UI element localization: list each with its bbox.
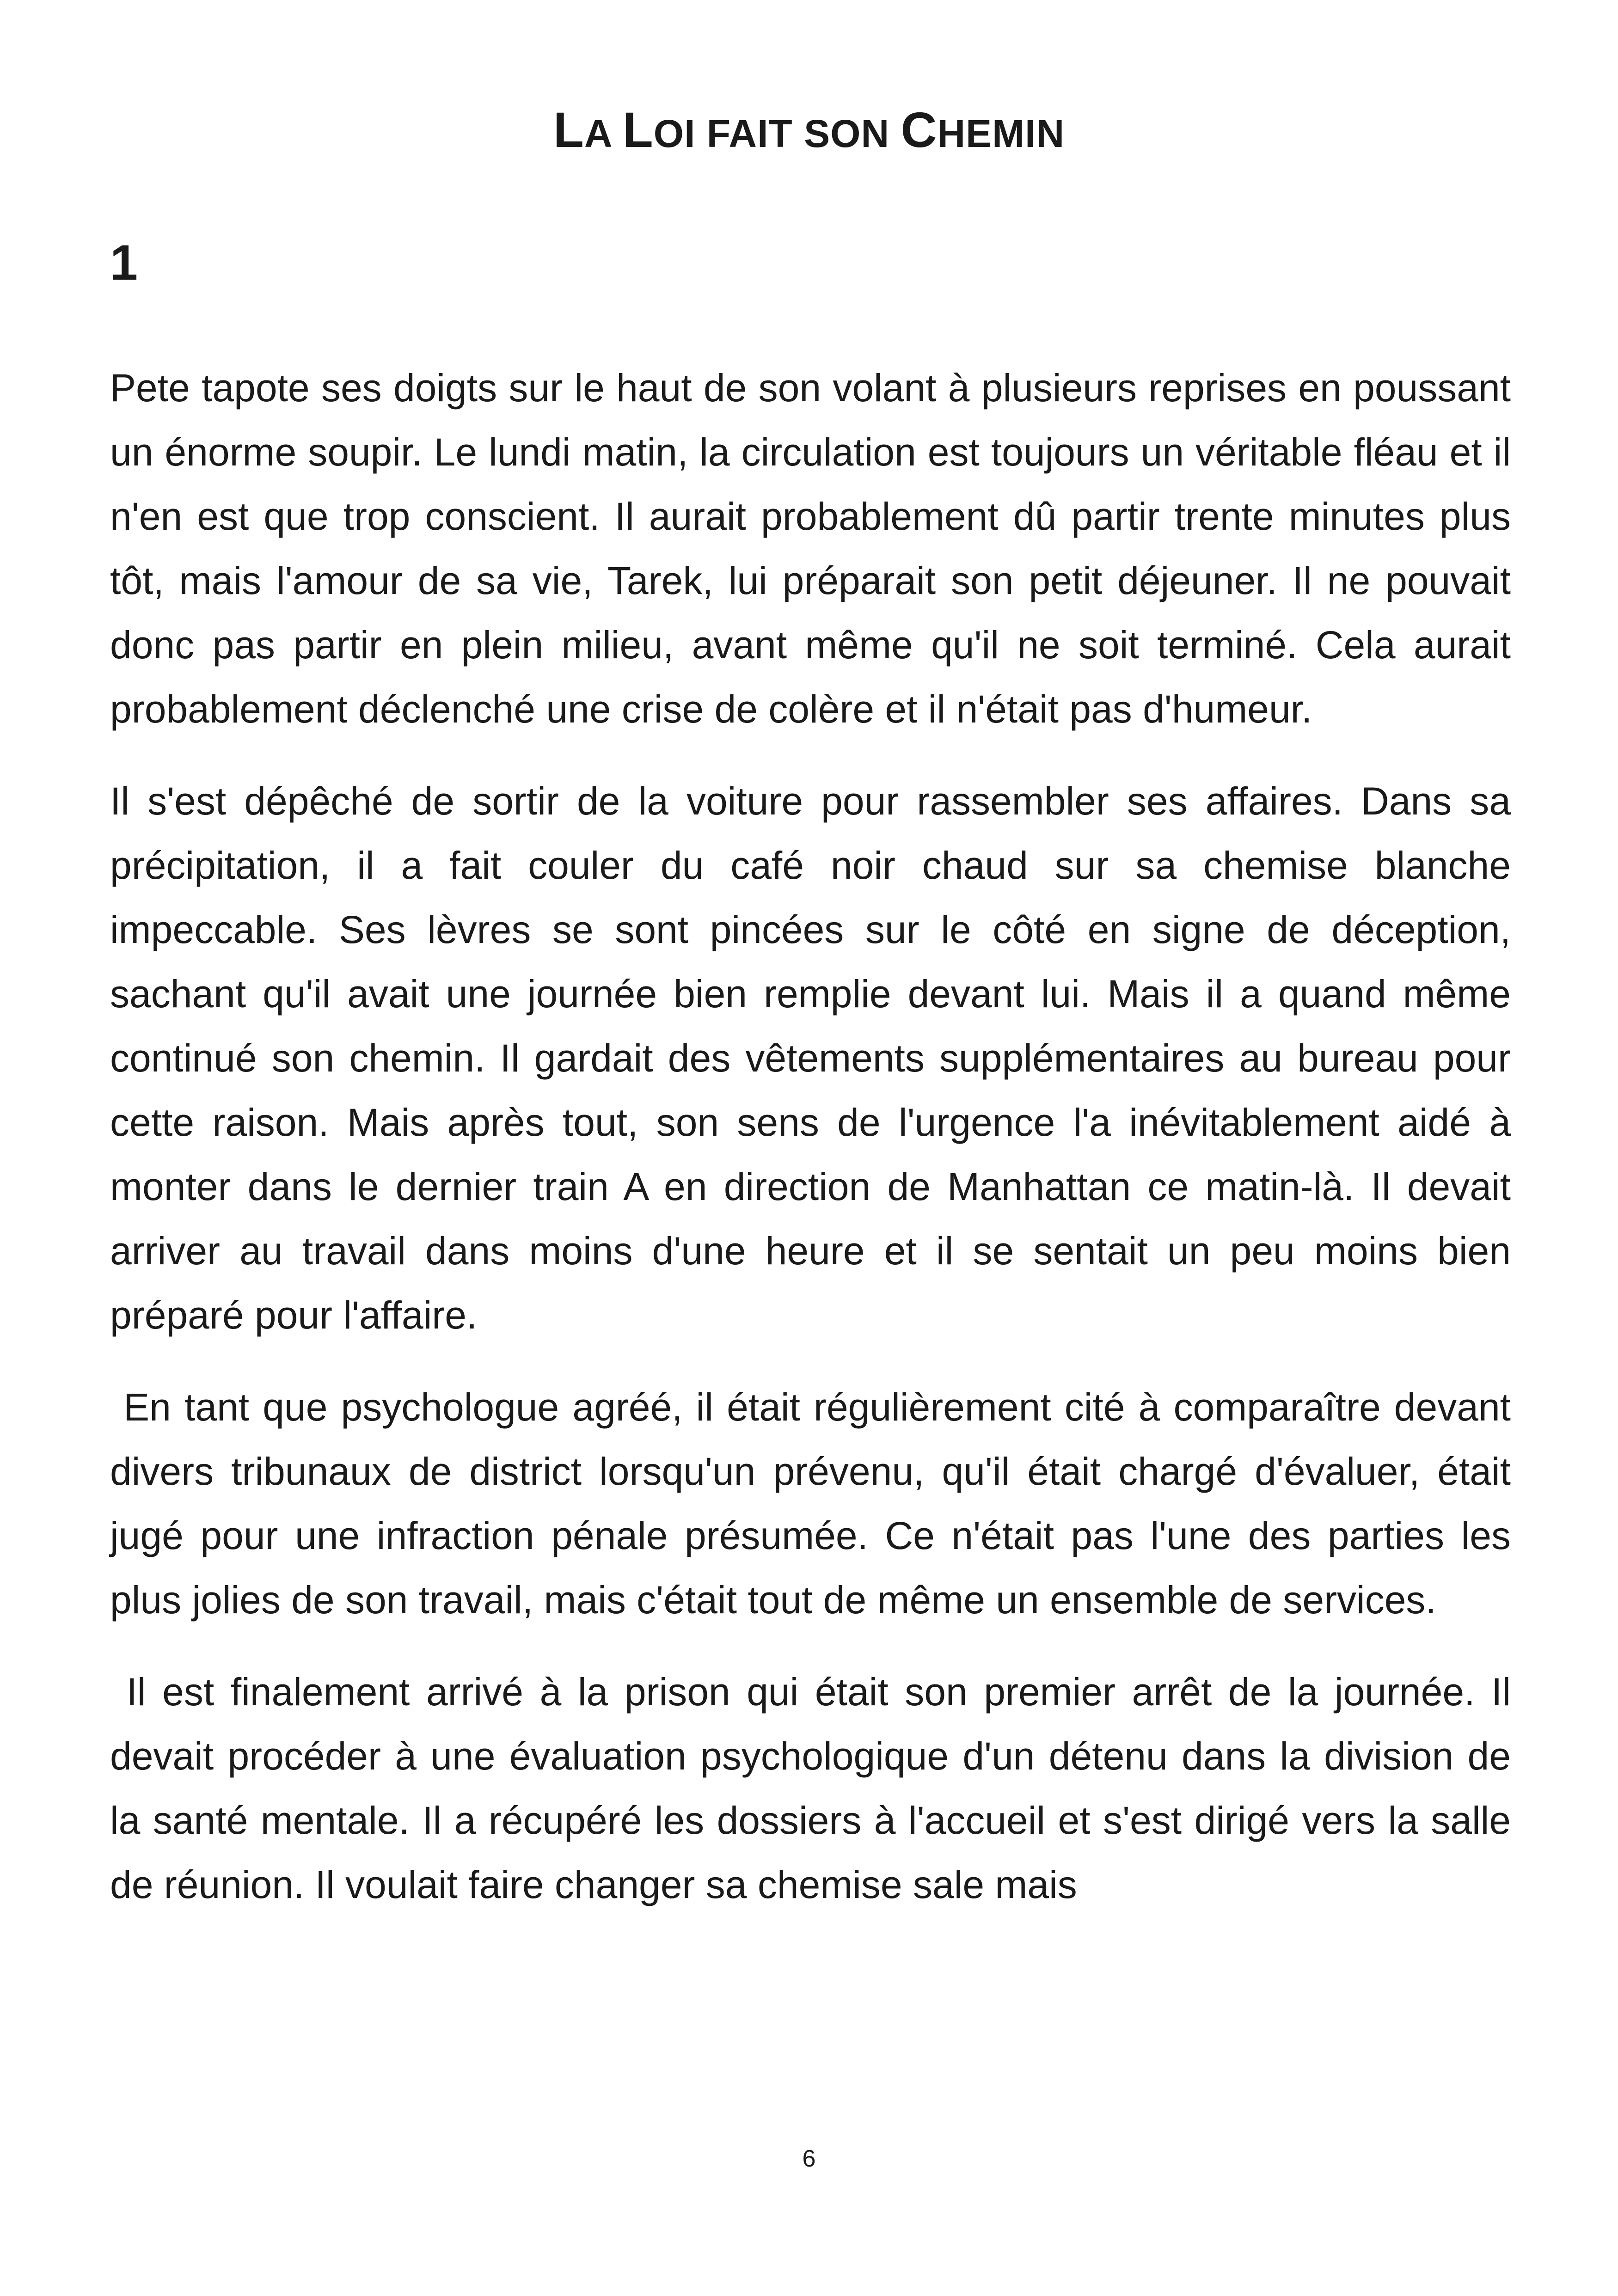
page-number: 6	[802, 2145, 816, 2172]
title-smallcaps-2: OI FAIT SON	[653, 112, 901, 155]
title-initial-2: L	[622, 102, 654, 158]
title-smallcaps-1: A	[584, 112, 623, 155]
paragraph: Il est finalement arrivé à la prison qui était son premier arrêt de la journée. Il devait procéder à une évaluation psychologique d'un détenu dans la division de la santé mentale. Il a récupéré les dossiers à l'accueil et s'est dirigé vers la salle de réunion. Il voulait faire changer sa chemise sale mais	[110, 1670, 1522, 1906]
body-text	[110, 356, 1522, 1945]
paragraph: En tant que psychologue agréé, il était régulièrement cité à comparaître devant divers tribunaux de district lorsqu'un prévenu, qu'il était chargé d'évaluer, était jugé pour une infraction pénale présumée. Ce n'était pas l'une des parties les plus jolies de son travail, mais c'était tout de même un ensemble de services.	[110, 1385, 1522, 1622]
title-initial-3: C	[901, 102, 938, 158]
chapter-title	[0, 101, 1618, 159]
chapter-number: 1	[110, 234, 138, 290]
title-initial-1: L	[553, 102, 584, 158]
paragraph: Il s'est dépêché de sortir de la voiture pour rassembler ses affaires. Dans sa précipitation, il a fait couler du café noir chaud sur sa chemise blanche impeccable. Ses lèvres se sont pincées sur le côté en signe de déception, sachant qu'il avait une journée bien remplie devant lui. Mais il a quand même continué son chemin. Il gardait des vêtements supplémentaires au bureau pour cette raison. Mais après tout, son sens de l'urgence l'a inévitablement aidé à monter dans le dernier train A en direction de Manhattan ce matin-là. Il devait arriver au travail dans moins d'une heure et il se sentait un peu moins bien préparé pour l'affaire.	[110, 779, 1511, 1337]
title-smallcaps-3: HEMIN	[937, 112, 1065, 155]
paragraph: Pete tapote ses doigts sur le haut de son volant à plusieurs reprises en poussant un énorme soupir. Le lundi matin, la circulation est toujours un véritable fléau et il n'en est que trop conscient. Il aurait probablement dû partir trente minutes plus tôt, mais l'amour de sa vie, Tarek, lui préparait son petit déjeuner. Il ne pouvait donc pas partir en plein milieu, avant même qu'il ne soit terminé. Cela aurait probablement déclenché une crise de colère et il n'était pas d'humeur.	[110, 366, 1511, 731]
